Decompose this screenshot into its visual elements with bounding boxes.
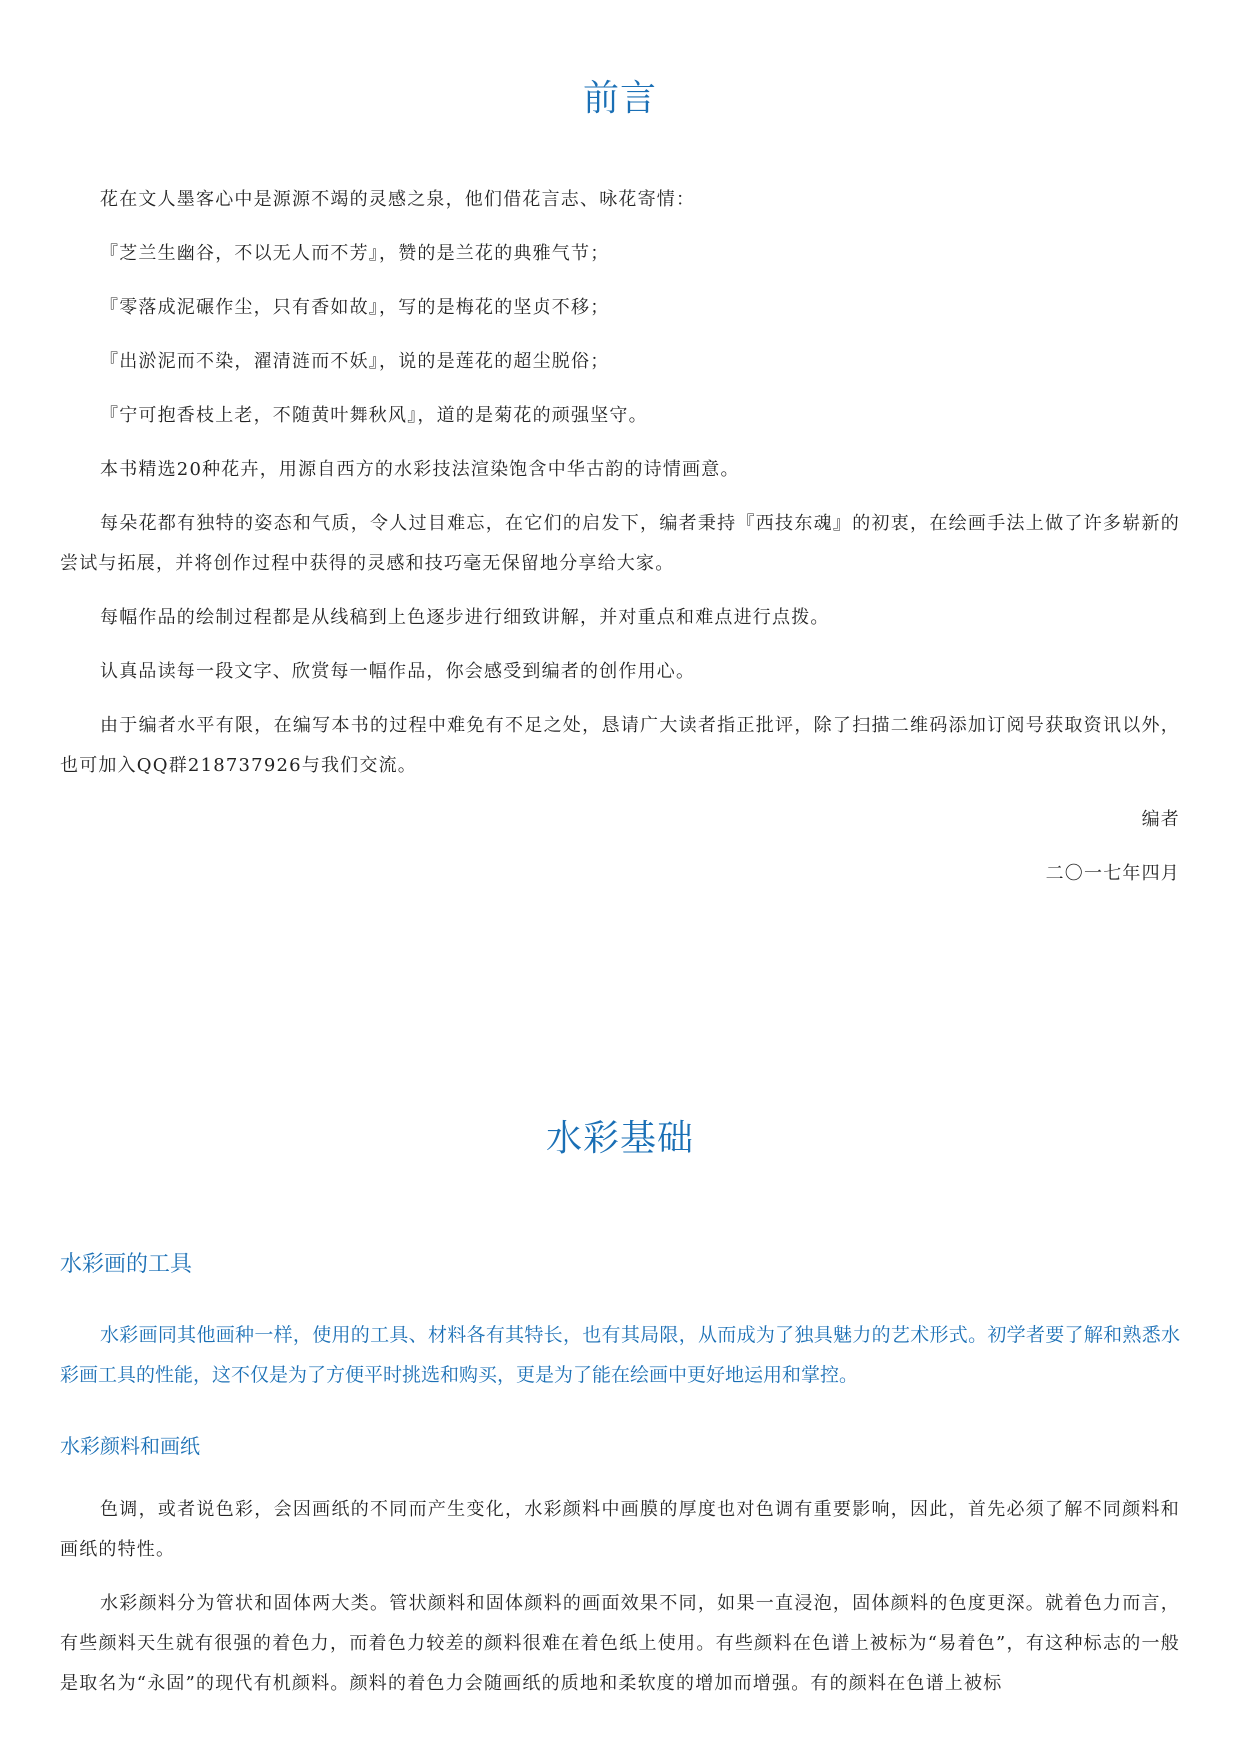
preface-paragraph: 花在文人墨客心中是源源不竭的灵感之泉，他们借花言志、咏花寄情：	[100, 189, 696, 210]
chapter-paragraph: 色调，或者说色彩，会因画纸的不同而产生变化，水彩颜料中画膜的厚度也对色调有重要影响，因此，首先必须了解不同颜料和画纸的特性。	[60, 1499, 1180, 1560]
preface-paragraph: 『宁可抱香枝上老，不随黄叶舞秋风』，道的是菊花的顽强坚守。	[100, 405, 648, 426]
preface-paragraph: 每幅作品的绘制过程都是从线稿到上色逐步进行细致讲解，并对重点和难点进行点拨。	[100, 607, 830, 628]
preface-signature: 编者	[1141, 809, 1180, 830]
preface-title: 前言	[582, 78, 657, 119]
preface-paragraph: 本书精选20种花卉，用源自西方的水彩技法渲染饱含中华古韵的诗情画意。	[100, 459, 740, 480]
preface-paragraph: 认真品读每一段文字、欣赏每一幅作品，你会感受到编者的创作用心。	[100, 661, 696, 682]
preface-body	[60, 180, 1180, 894]
chapter-body	[60, 1490, 1180, 1704]
chapter-title: 水彩基础	[545, 1118, 694, 1159]
preface-paragraph: 『零落成泥碾作尘，只有香如故』，写的是梅花的坚贞不移；	[100, 297, 610, 318]
preface-paragraph: 由于编者水平有限，在编写本书的过程中难免有不足之处，恳请广大读者指正批评，除了扫描二维码添加订阅号获取资讯以外，也可加入QQ群218737926与我们交流。	[60, 715, 1180, 776]
chapter-paragraph: 水彩颜料分为管状和固体两大类。管状颜料和固体颜料的画面效果不同，如果一直浸泡，固体颜料的色度更深。就着色力而言，有些颜料天生就有很强的着色力，而着色力较差的颜料很难在着色纸上使用。有些颜料在色谱上被标为“易着色”，有这种标志的一般是取名为“永固”的现代有机颜料。颜料的着色力会随画纸的质地和柔软度的增加而增强。有的颜料在色谱上被标	[60, 1593, 1180, 1694]
preface-date: 二〇一七年四月	[1045, 863, 1180, 884]
section-title: 水彩画的工具	[60, 1252, 193, 1277]
subsection-title: 水彩颜料和画纸	[60, 1434, 200, 1458]
preface-paragraph: 每朵花都有独特的姿态和气质，令人过目难忘，在它们的启发下，编者秉持『西技东魂』的初衷，在绘画手法上做了许多崭新的尝试与拓展，并将创作过程中获得的灵感和技巧毫无保留地分享给大家。	[60, 513, 1180, 574]
preface-paragraph: 『出淤泥而不染，濯清涟而不妖』，说的是莲花的超尘脱俗；	[100, 351, 610, 372]
preface-paragraph: 『芝兰生幽谷，不以无人而不芳』，赞的是兰花的典雅气节；	[100, 243, 610, 264]
section-intro: 水彩画同其他画种一样，使用的工具、材料各有其特长，也有其局限，从而成为了独具魅力的艺术形式。初学者要了解和熟悉水彩画工具的性能，这不仅是为了方便平时挑选和购买，更是为了能在绘画中更好地运用和掌控。	[60, 1324, 1180, 1386]
